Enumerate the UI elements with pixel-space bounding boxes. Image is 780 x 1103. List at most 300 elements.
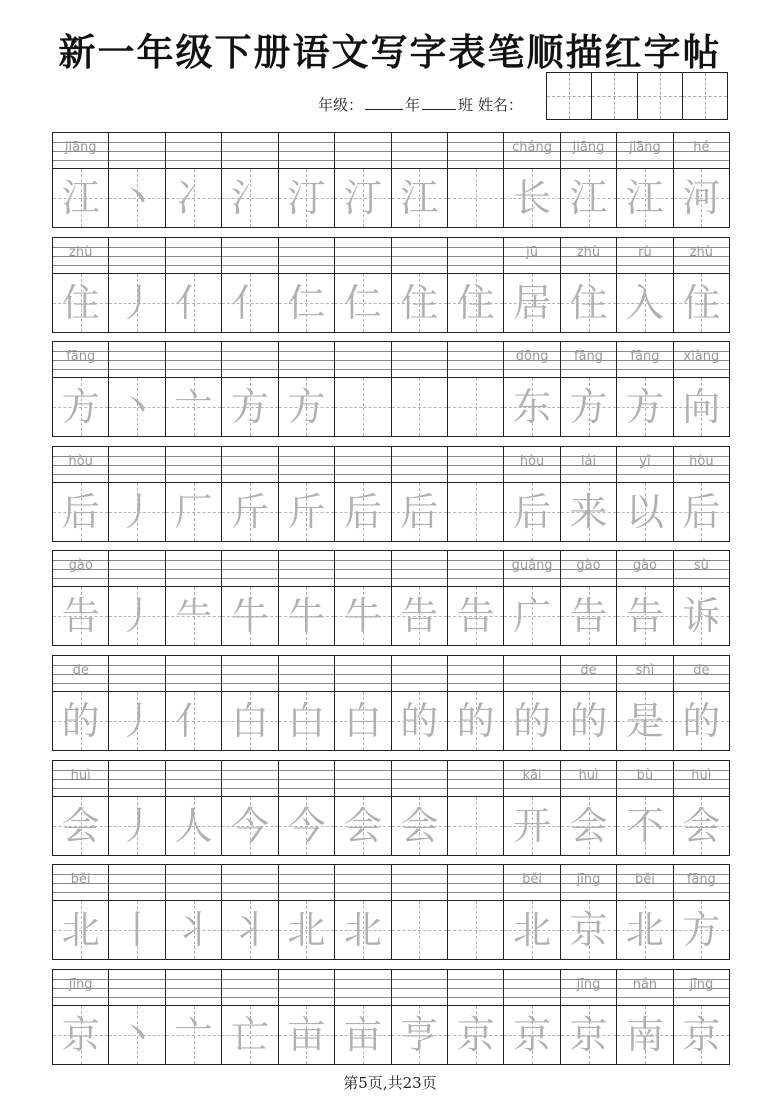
trace-character: 亻 [174, 698, 213, 743]
practice-cell[interactable] [392, 656, 448, 750]
practice-cell[interactable] [448, 656, 504, 750]
tianzige-box [109, 169, 164, 227]
pinyin-text: fāng [66, 349, 96, 365]
tianzige-box [617, 901, 672, 959]
tianzige-box [109, 274, 164, 332]
tianzige-box [448, 797, 503, 855]
practice-cell[interactable] [448, 342, 504, 436]
practice-cell[interactable] [392, 865, 448, 959]
practice-cell[interactable] [279, 342, 335, 436]
trace-character [335, 378, 390, 436]
practice-cell[interactable] [561, 238, 617, 332]
pinyin-text: hòu [68, 453, 93, 469]
trace-character: 方 [61, 385, 100, 430]
practice-cell[interactable] [561, 970, 617, 1064]
practice-cell[interactable] [392, 447, 448, 541]
trace-character: 会 [569, 803, 608, 848]
practice-cell[interactable] [448, 447, 504, 541]
tianzige-box [504, 692, 559, 750]
name-label: 姓名： [477, 96, 523, 114]
pinyin-lines [53, 447, 108, 483]
pinyin-lines [166, 970, 221, 1006]
trace-character: 亻 [230, 280, 269, 325]
practice-cell[interactable] [109, 970, 165, 1064]
pinyin-lines [53, 865, 108, 901]
trace-character: 后 [343, 489, 382, 534]
practice-cell[interactable] [166, 551, 222, 645]
trace-character: 白 [230, 698, 269, 743]
practice-cell[interactable] [392, 970, 448, 1064]
pinyin-lines [392, 551, 447, 587]
tianzige-box [335, 587, 390, 645]
practice-cell[interactable] [166, 342, 222, 436]
tianzige-box [166, 169, 221, 227]
practice-cell[interactable] [53, 761, 109, 855]
pinyin-lines [448, 761, 503, 797]
practice-cell[interactable] [617, 656, 673, 750]
tianzige-box [335, 274, 390, 332]
practice-cell[interactable] [222, 551, 278, 645]
pinyin-lines [392, 238, 447, 274]
practice-cell[interactable] [109, 761, 165, 855]
grade-label: 年级： [318, 96, 364, 114]
pinyin-lines [53, 342, 108, 378]
practice-cell[interactable] [53, 551, 109, 645]
trace-character: 告 [625, 594, 664, 639]
pinyin-lines [561, 342, 616, 378]
practice-row [52, 237, 730, 333]
practice-cell[interactable] [279, 865, 335, 959]
tianzige-box [279, 274, 334, 332]
practice-cell[interactable] [504, 656, 560, 750]
trace-character [392, 901, 447, 959]
pinyin-lines [335, 238, 390, 274]
name-writing-grid[interactable] [546, 72, 728, 120]
practice-cell[interactable] [166, 865, 222, 959]
trace-character [448, 483, 503, 541]
practice-cell[interactable] [279, 133, 335, 227]
tianzige-box [279, 692, 334, 750]
pinyin-lines [53, 133, 108, 169]
pinyin-text: dōng [515, 349, 549, 365]
trace-character: 牛 [343, 594, 382, 639]
tianzige-box [222, 901, 277, 959]
practice-cell[interactable] [617, 342, 673, 436]
pinyin-text: běi [522, 872, 543, 888]
trace-character: 汀 [343, 176, 382, 220]
practice-cell[interactable] [617, 238, 673, 332]
tianzige-box [109, 901, 164, 959]
tianzige-box [109, 378, 164, 436]
trace-character: 亨 [400, 1012, 439, 1057]
trace-character: 京 [513, 1012, 552, 1057]
pinyin-text: de [580, 662, 597, 678]
tianzige-box [561, 483, 616, 541]
trace-character: 的 [569, 698, 608, 743]
pinyin-lines [53, 238, 108, 274]
practice-cell[interactable] [53, 133, 109, 227]
pinyin-text: hé [693, 140, 710, 155]
pinyin-lines [392, 970, 447, 1006]
trace-character: 向 [682, 385, 721, 430]
pinyin-lines [109, 238, 164, 274]
practice-cell[interactable] [109, 551, 165, 645]
practice-cell[interactable] [335, 447, 391, 541]
tianzige-box [448, 169, 503, 227]
practice-cell[interactable] [392, 133, 448, 227]
trace-character: 会 [343, 803, 382, 848]
pinyin-lines [504, 342, 559, 378]
pinyin-lines [617, 447, 672, 483]
tianzige-box [392, 169, 447, 227]
trace-character: 牛 [287, 594, 326, 639]
practice-cell[interactable] [335, 342, 391, 436]
pinyin-lines [109, 342, 164, 378]
trace-character: 住 [456, 280, 495, 325]
tianzige-box [222, 169, 277, 227]
pinyin-lines [674, 342, 729, 378]
tianzige-box [279, 797, 334, 855]
practice-cell[interactable] [674, 447, 729, 541]
pinyin-text: nán [632, 976, 658, 992]
practice-cell[interactable] [222, 865, 278, 959]
practice-cell[interactable] [561, 133, 617, 227]
pinyin-lines [279, 761, 334, 797]
pinyin-lines [561, 865, 616, 901]
pinyin-lines [335, 865, 390, 901]
pinyin-lines [166, 865, 221, 901]
tianzige-box [279, 483, 334, 541]
tianzige-box [335, 378, 390, 436]
practice-cell[interactable] [674, 761, 729, 855]
practice-cell[interactable] [448, 238, 504, 332]
practice-cell[interactable] [335, 551, 391, 645]
tianzige-box [504, 274, 559, 332]
trace-character: 丶 [118, 176, 157, 220]
practice-cell[interactable] [222, 447, 278, 541]
pinyin-lines [335, 342, 390, 378]
practice-cell[interactable] [504, 551, 560, 645]
tianzige-box [392, 901, 447, 959]
practice-cell[interactable] [448, 970, 504, 1064]
pinyin-lines [561, 238, 616, 274]
trace-character: 丬 [174, 908, 213, 953]
tianzige-box [504, 169, 559, 227]
practice-cell[interactable] [392, 342, 448, 436]
practice-cell[interactable] [335, 238, 391, 332]
tianzige-box [674, 587, 729, 645]
pinyin-lines [166, 342, 221, 378]
trace-character: 北 [343, 908, 382, 953]
practice-cell[interactable] [222, 656, 278, 750]
name-cell[interactable] [638, 73, 683, 119]
pinyin-text: jiāng [64, 140, 97, 155]
pinyin-lines [279, 447, 334, 483]
pinyin-lines [674, 447, 729, 483]
practice-cell[interactable] [561, 551, 617, 645]
pinyin-lines [279, 238, 334, 274]
trace-character: 亠 [174, 385, 213, 430]
practice-cell[interactable] [504, 865, 560, 959]
practice-cell[interactable] [109, 342, 165, 436]
pinyin-text: yǐ [639, 453, 651, 469]
trace-character: 住 [400, 280, 439, 325]
pinyin-lines [448, 342, 503, 378]
trace-character: 的 [61, 698, 100, 743]
pinyin-lines [53, 551, 108, 587]
pinyin-lines [392, 865, 447, 901]
practice-cell[interactable] [166, 133, 222, 227]
practice-cell[interactable] [109, 238, 165, 332]
tianzige-box [53, 483, 108, 541]
practice-cell[interactable] [279, 970, 335, 1064]
practice-cell[interactable] [617, 447, 673, 541]
practice-cell[interactable] [674, 342, 729, 436]
practice-cell[interactable] [335, 656, 391, 750]
practice-cell[interactable] [561, 761, 617, 855]
practice-cell[interactable] [166, 970, 222, 1064]
tianzige-box [448, 587, 503, 645]
trace-character: 不 [625, 803, 664, 848]
pinyin-lines [53, 656, 108, 692]
tianzige-box [448, 1006, 503, 1064]
tianzige-box [674, 692, 729, 750]
tianzige-box [222, 1006, 277, 1064]
pinyin-lines [335, 970, 390, 1006]
tianzige-box [53, 797, 108, 855]
practice-cell[interactable] [279, 656, 335, 750]
tianzige-box [166, 587, 221, 645]
trace-character: 方 [625, 385, 664, 430]
practice-cell[interactable] [504, 133, 560, 227]
practice-cell[interactable] [448, 761, 504, 855]
pinyin-lines [109, 656, 164, 692]
practice-cell[interactable] [504, 238, 560, 332]
practice-cell[interactable] [335, 865, 391, 959]
practice-cell[interactable] [53, 656, 109, 750]
tianzige-box [561, 169, 616, 227]
trace-character: 后 [400, 489, 439, 534]
practice-cell[interactable] [617, 970, 673, 1064]
class-blank[interactable] [422, 96, 456, 110]
practice-cell[interactable] [53, 970, 109, 1064]
pinyin-lines [166, 761, 221, 797]
practice-cell[interactable] [617, 761, 673, 855]
tianzige-box [335, 797, 390, 855]
practice-cell[interactable] [53, 865, 109, 959]
trace-character: 丨 [118, 908, 157, 953]
practice-row [52, 341, 730, 437]
practice-cell[interactable] [166, 238, 222, 332]
trace-character: 广 [513, 594, 552, 639]
practice-cell[interactable] [335, 761, 391, 855]
practice-cell[interactable] [279, 447, 335, 541]
trace-character: 南 [625, 1012, 664, 1057]
pinyin-lines [166, 551, 221, 587]
practice-cell[interactable] [617, 865, 673, 959]
tianzige-box [53, 901, 108, 959]
name-cell[interactable] [592, 73, 637, 119]
pinyin-lines [279, 551, 334, 587]
pinyin-text: de [693, 662, 710, 678]
pinyin-lines [335, 447, 390, 483]
trace-character: 汀 [287, 176, 326, 220]
pinyin-lines [561, 551, 616, 587]
pinyin-lines [53, 970, 108, 1006]
practice-cell[interactable] [222, 342, 278, 436]
tianzige-box [166, 901, 221, 959]
practice-cell[interactable] [448, 133, 504, 227]
pinyin-lines [166, 238, 221, 274]
pinyin-text: cháng [512, 140, 553, 155]
practice-cell[interactable] [109, 656, 165, 750]
pinyin-lines [617, 970, 672, 1006]
pinyin-text: jīng [68, 976, 93, 992]
practice-cell[interactable] [53, 342, 109, 436]
practice-cell[interactable] [335, 970, 391, 1064]
tianzige-box [674, 483, 729, 541]
pinyin-lines [504, 761, 559, 797]
tianzige-box [561, 587, 616, 645]
practice-cell[interactable] [166, 447, 222, 541]
name-cell[interactable] [547, 73, 592, 119]
tianzige-box [222, 587, 277, 645]
pinyin-lines [617, 133, 672, 169]
practice-cell[interactable] [674, 865, 729, 959]
tianzige-box [53, 378, 108, 436]
practice-cell[interactable] [504, 970, 560, 1064]
tianzige-box [504, 1006, 559, 1064]
tianzige-box [53, 587, 108, 645]
pinyin-lines [109, 865, 164, 901]
practice-cell[interactable] [279, 551, 335, 645]
pinyin-lines [674, 865, 729, 901]
trace-character: 人 [174, 803, 213, 848]
pinyin-lines [109, 761, 164, 797]
trace-character: 仁 [343, 280, 382, 325]
practice-cell[interactable] [674, 133, 729, 227]
tianzige-box [617, 587, 672, 645]
pinyin-lines [674, 761, 729, 797]
practice-cell[interactable] [392, 551, 448, 645]
tianzige-box [674, 1006, 729, 1064]
grade-blank[interactable] [365, 96, 403, 110]
pinyin-lines [674, 656, 729, 692]
practice-cell[interactable] [109, 865, 165, 959]
practice-cell[interactable] [561, 656, 617, 750]
practice-cell[interactable] [222, 970, 278, 1064]
pinyin-lines [448, 133, 503, 169]
tianzige-box [166, 1006, 221, 1064]
tianzige-box [166, 797, 221, 855]
tianzige-box [561, 274, 616, 332]
pinyin-lines [222, 761, 277, 797]
practice-cell[interactable] [222, 761, 278, 855]
practice-cell[interactable] [335, 133, 391, 227]
practice-cell[interactable] [504, 761, 560, 855]
tianzige-box [53, 274, 108, 332]
trace-character: 后 [682, 489, 721, 534]
pinyin-lines [222, 970, 277, 1006]
practice-cell[interactable] [561, 447, 617, 541]
practice-cell[interactable] [448, 551, 504, 645]
practice-cell[interactable] [448, 865, 504, 959]
pinyin-lines [222, 342, 277, 378]
practice-cell[interactable] [279, 761, 335, 855]
practice-cell[interactable] [674, 551, 729, 645]
tianzige-box [392, 378, 447, 436]
practice-cell[interactable] [674, 970, 729, 1064]
trace-character: 斤 [287, 489, 326, 534]
practice-cell[interactable] [279, 238, 335, 332]
pinyin-lines [504, 133, 559, 169]
trace-character: 丶 [118, 385, 157, 430]
tianzige-box [392, 483, 447, 541]
practice-cell[interactable] [392, 761, 448, 855]
trace-character: 会 [400, 803, 439, 848]
practice-cell[interactable] [504, 447, 560, 541]
pinyin-lines [335, 551, 390, 587]
practice-cell[interactable] [109, 447, 165, 541]
tianzige-box [617, 483, 672, 541]
trace-character: 东 [513, 385, 552, 430]
pinyin-text: gào [632, 558, 658, 574]
practice-cell[interactable] [617, 551, 673, 645]
practice-cell[interactable] [674, 656, 729, 750]
practice-cell[interactable] [166, 656, 222, 750]
pinyin-text: lái [580, 453, 597, 469]
pinyin-lines [109, 970, 164, 1006]
practice-cell[interactable] [674, 238, 729, 332]
practice-cell[interactable] [166, 761, 222, 855]
tianzige-box [109, 483, 164, 541]
practice-cell[interactable] [561, 342, 617, 436]
pinyin-text: guǎng [511, 558, 553, 574]
trace-character: 江 [61, 176, 100, 220]
trace-character [448, 797, 503, 855]
practice-cell[interactable] [504, 342, 560, 436]
tianzige-box [335, 901, 390, 959]
practice-cell[interactable] [222, 133, 278, 227]
trace-character: 京 [569, 1012, 608, 1057]
trace-character: ⺧ [174, 594, 213, 639]
trace-character: 住 [569, 280, 608, 325]
pinyin-text: rù [638, 244, 652, 260]
practice-cell[interactable] [109, 133, 165, 227]
tianzige-box [279, 587, 334, 645]
pinyin-lines [504, 865, 559, 901]
practice-cell[interactable] [561, 865, 617, 959]
tianzige-box [561, 692, 616, 750]
pinyin-lines [561, 656, 616, 692]
trace-character: 亩 [287, 1012, 326, 1057]
practice-cell[interactable] [617, 133, 673, 227]
practice-cell[interactable] [392, 238, 448, 332]
practice-row [52, 446, 730, 542]
trace-character: 河 [682, 176, 721, 220]
trace-character: 今 [230, 803, 269, 848]
trace-character: 方 [569, 385, 608, 430]
trace-character: 北 [625, 908, 664, 953]
practice-cell[interactable] [53, 238, 109, 332]
trace-character: 告 [456, 594, 495, 639]
practice-cell[interactable] [222, 238, 278, 332]
trace-character: 北 [61, 908, 100, 953]
name-cell[interactable] [683, 73, 727, 119]
practice-cell[interactable] [53, 447, 109, 541]
pinyin-lines [392, 447, 447, 483]
pinyin-text: bù [636, 767, 654, 783]
